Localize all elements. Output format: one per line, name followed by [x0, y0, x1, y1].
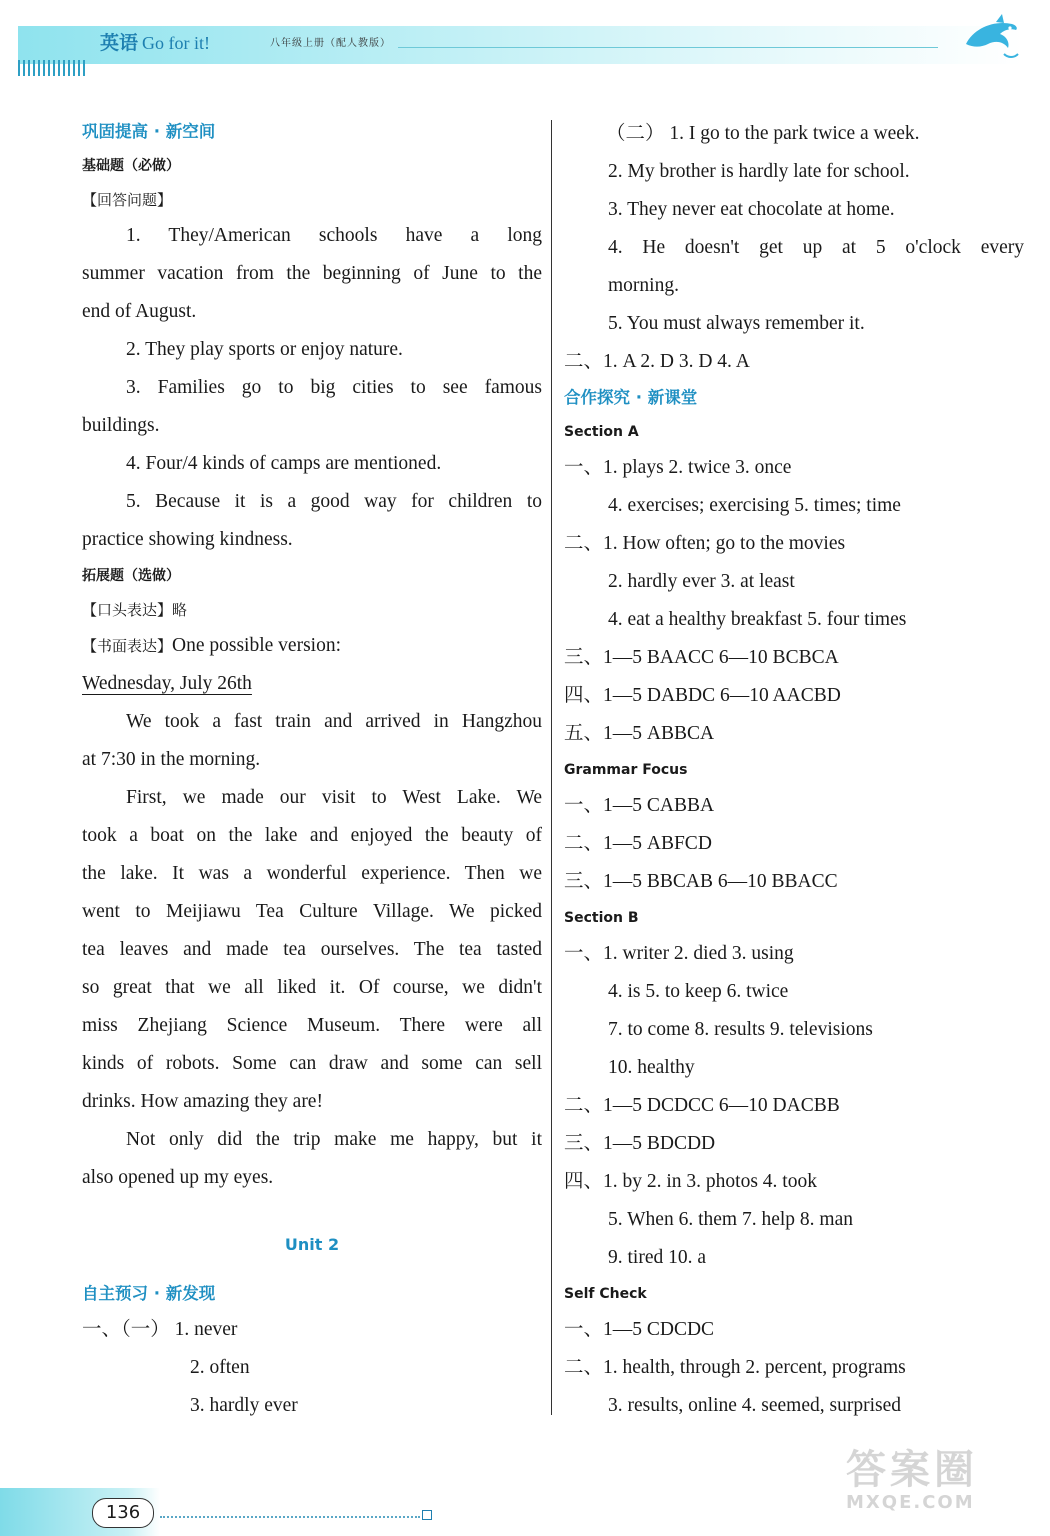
answer-line: 7. to come 8. results 9. televisions — [608, 1019, 873, 1040]
watermark-en: MXQE.COM — [846, 1492, 975, 1513]
diary-date — [82, 665, 542, 703]
answer-line: 三、1—5 BAACC 6—10 BCBCA — [564, 647, 839, 668]
answer-line: 3. Families go to big cities to see famous — [126, 377, 542, 398]
answer-line: 一、1. plays 2. twice 3. once — [564, 457, 792, 478]
answer-line: 4. exercises; exercising 5. times; time — [608, 495, 901, 516]
section-heading-cooperate: 合作探究 · 新课堂 — [564, 388, 698, 407]
footer-dotted-line — [160, 1516, 420, 1518]
extend-heading: 拓展题（选做） — [82, 568, 180, 584]
watermark — [846, 1448, 1036, 1528]
essay-line: tea leaves and made tea ourselves. The tea tasted — [82, 939, 542, 960]
diary-date-text: Wednesday, July 26th — [82, 673, 252, 694]
answer-line: 一、1—5 CABBA — [564, 795, 715, 816]
book-title-en: Go for it! — [142, 33, 210, 53]
essay-line: went to Meijiawu Tea Culture Village. We picked — [82, 901, 542, 922]
answer-line: 5. When 6. them 7. help 8. man — [608, 1209, 853, 1230]
essay-line: at 7:30 in the morning. — [82, 749, 261, 770]
header-ticks — [18, 60, 88, 76]
answer-line: 4. He doesn't get up at 5 o'clock every — [608, 237, 1024, 258]
essay-line: the lake. It was a wonderful experience. Then we — [82, 863, 542, 884]
grammar-focus-heading: Grammar Focus — [564, 762, 688, 778]
answer-line: 二、1. health, through 2. percent, programs — [564, 1357, 906, 1378]
answer-line: summer vacation from the beginning of June to the — [82, 263, 542, 284]
answer-line: 5. Because it is a good way for children to — [126, 491, 542, 512]
answer-line: 五、1—5 ABBCA — [564, 723, 715, 744]
answer-line: 4. Four/4 kinds of camps are mentioned. — [126, 453, 442, 474]
answer-line: 二、1—5 DCDCC 6—10 DACBB — [564, 1095, 840, 1116]
answer-line: 二、1. How often; go to the movies — [564, 533, 846, 554]
section-a-heading: Section A — [564, 424, 639, 440]
answer-line: 三、1—5 BDCDD — [564, 1133, 716, 1154]
section-heading-consolidate: 巩固提高 · 新空间 — [82, 122, 216, 141]
essay-line: drinks. How amazing they are! — [82, 1091, 323, 1112]
answer-line: 3. hardly ever — [190, 1395, 298, 1416]
book-title — [100, 28, 210, 55]
answer-line: 一、1. writer 2. died 3. using — [564, 943, 794, 964]
basic-heading: 基础题（必做） — [82, 158, 180, 174]
answer-line: 4. is 5. to keep 6. twice — [608, 981, 789, 1002]
answer-line: 2. My brother is hardly late for school. — [608, 161, 910, 182]
answer-line: 9. tired 10. a — [608, 1247, 707, 1268]
answer-line: 2. hardly ever 3. at least — [608, 571, 795, 592]
answer-line: 1. They/American schools have a long — [126, 225, 542, 246]
answer-line: morning. — [608, 275, 679, 296]
essay-line: miss Zhejiang Science Museum. There were all — [82, 1015, 542, 1036]
section-b-heading: Section B — [564, 910, 639, 926]
written-expression — [82, 627, 542, 665]
book-title-cn: 英语 — [100, 33, 139, 54]
unit-title: Unit 2 — [284, 1235, 340, 1254]
oral-expression: 【口头表达】略 — [82, 601, 188, 619]
answer-line: 4. eat a healthy breakfast 5. four times — [608, 609, 907, 630]
left-column — [82, 115, 542, 1425]
answer-line: 一、（一） 1. never — [82, 1319, 238, 1340]
answer-line: practice showing kindness. — [82, 529, 293, 550]
essay-line: so great that we all liked it. Of course, we didn't — [82, 977, 542, 998]
dolphin-icon — [960, 14, 1022, 62]
column-divider — [551, 120, 552, 1415]
answer-line: （二） 1. I go to the park twice a week. — [606, 123, 920, 144]
watermark-cn: 答案圈 — [846, 1447, 978, 1493]
answer-questions-label: 【回答问题】 — [82, 191, 173, 209]
answer-line: 3. They never eat chocolate at home. — [608, 199, 895, 220]
answer-line: 一、1—5 CDCDC — [564, 1319, 715, 1340]
answer-line: 2. They play sports or enjoy nature. — [126, 339, 403, 360]
essay-line: also opened up my eyes. — [82, 1167, 274, 1188]
answer-line: 三、1—5 BBCAB 6—10 BBACC — [564, 871, 838, 892]
self-check-heading: Self Check — [564, 1286, 647, 1302]
answer-line: 5. You must always remember it. — [608, 313, 865, 334]
answer-line: 二、1. A 2. D 3. D 4. A — [564, 351, 750, 372]
right-column — [564, 115, 1024, 1425]
essay-line: Not only did the trip make me happy, but it — [126, 1129, 542, 1150]
header-rule — [398, 47, 938, 48]
square-icon — [422, 1510, 432, 1520]
written-label: 【书面表达】 — [82, 637, 173, 655]
answer-line: 3. results, online 4. seemed, surprised — [608, 1395, 901, 1416]
answer-line: buildings. — [82, 415, 160, 436]
section-heading-preview: 自主预习 · 新发现 — [82, 1284, 216, 1303]
essay-line: took a boat on the lake and enjoyed the beauty of — [82, 825, 542, 846]
answer-line: 10. healthy — [608, 1057, 695, 1078]
page-number: 136 — [92, 1498, 154, 1528]
essay-line: First, we made our visit to West Lake. We — [126, 787, 542, 808]
answer-line: 二、1—5 ABFCD — [564, 833, 712, 854]
book-subtitle: 八年级上册（配人教版） — [270, 38, 391, 49]
answer-line: 四、1. by 2. in 3. photos 4. took — [564, 1171, 817, 1192]
essay-line: kinds of robots. Some can draw and some can sell — [82, 1053, 542, 1074]
answer-line: 四、1—5 DABDC 6—10 AACBD — [564, 685, 841, 706]
written-text: One possible version: — [172, 635, 341, 656]
page-header — [18, 14, 1022, 66]
answer-line: 2. often — [190, 1357, 250, 1378]
answer-line: end of August. — [82, 301, 197, 322]
essay-line: We took a fast train and arrived in Hangzhou — [126, 711, 542, 732]
